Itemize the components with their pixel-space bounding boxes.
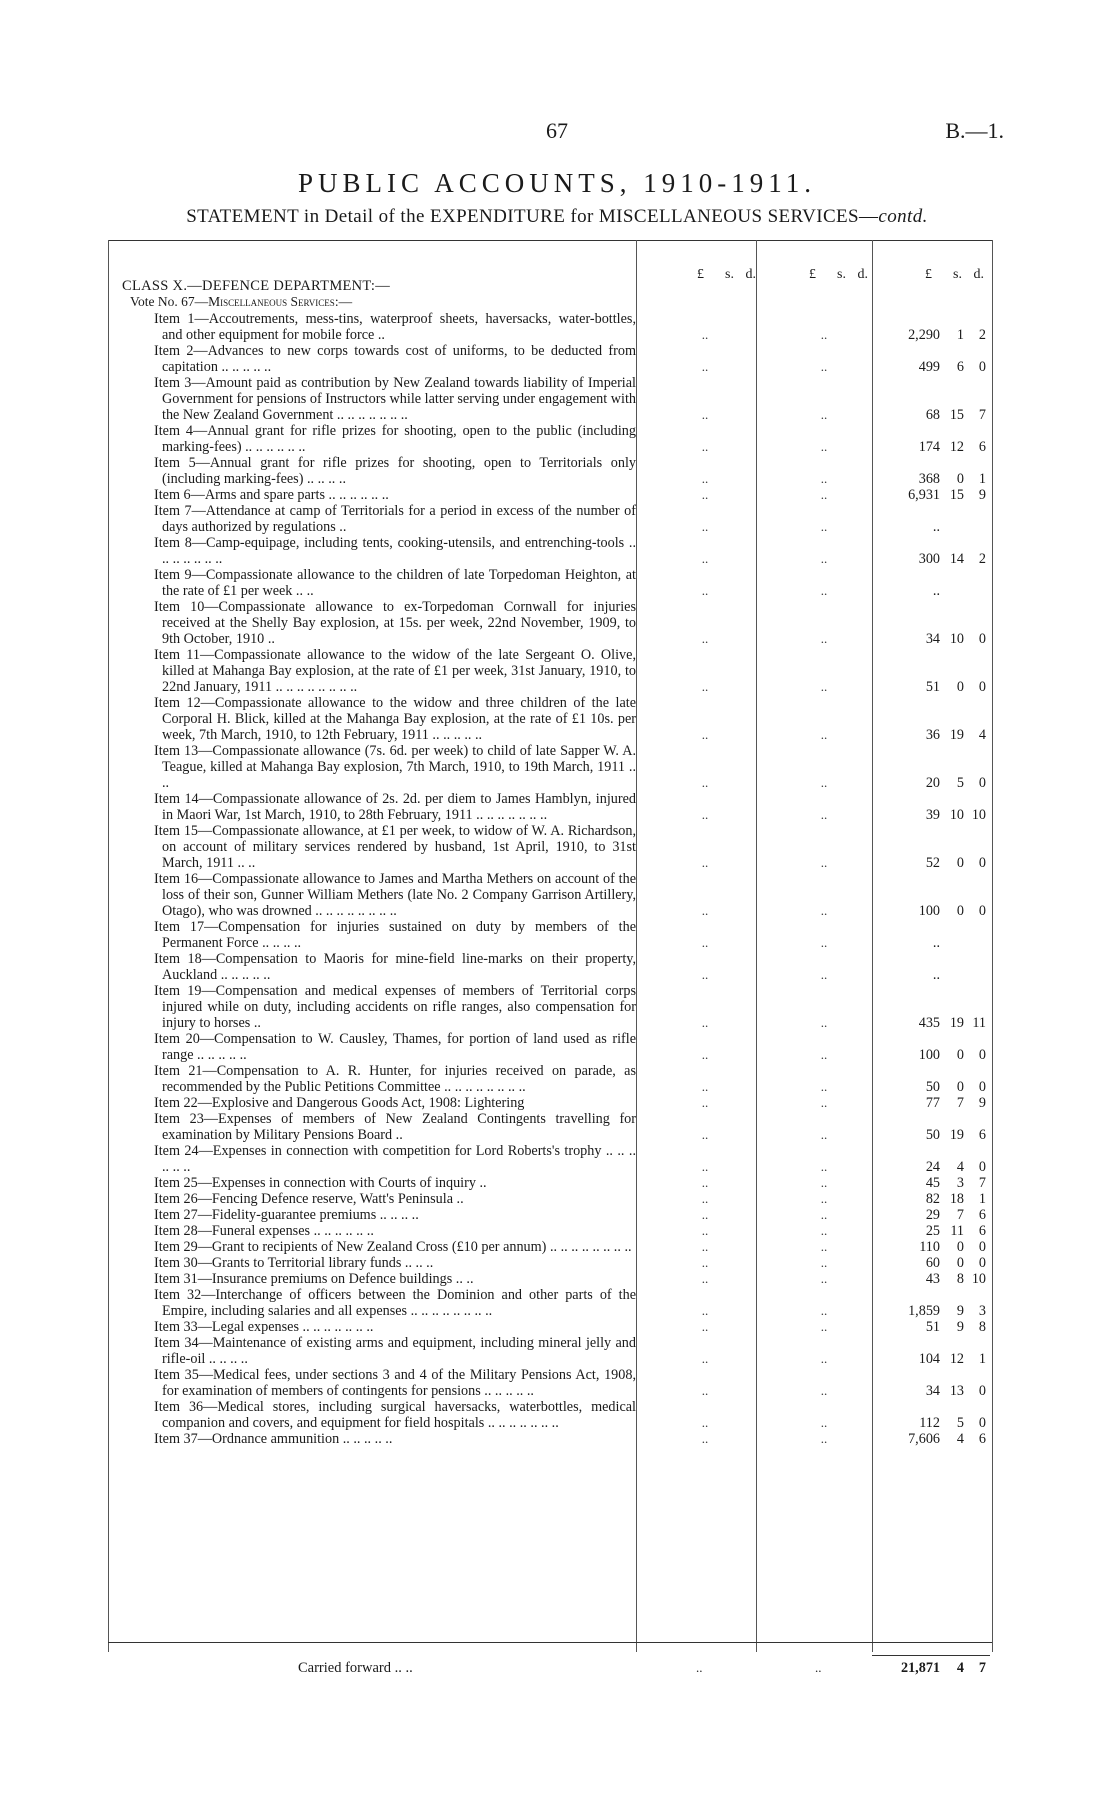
total-rule [872,1655,990,1656]
col1-dots: .. [701,1271,709,1286]
amount-pounds: 100 [918,903,940,919]
amount-pence: 7 [978,407,986,423]
amount-pence: 9 [978,1095,986,1111]
amount-shillings: 0 [956,855,964,871]
amount-pounds: 45 [925,1175,940,1191]
table-row [108,1095,992,1111]
col2-dots: .. [820,1319,828,1334]
col2-dots: .. [820,775,828,790]
item-description: Item 27—Fidelity-guarantee premiums .. .. .. .. [154,1207,419,1223]
item-description: Item 15—Compassionate allowance, at £1 per week, to widow of W. A. Richardson, on account of military services rendered by husband, 1st April, 1910, to 31st March, 1911 .. .. [154,823,636,871]
col1-dots: .. [701,359,709,374]
item-description: Item 29—Grant to recipients of New Zealand Cross (£10 per annum) .. .. .. .. .. .. .. .. [154,1239,632,1255]
amount-shillings: 0 [956,1079,964,1095]
col2-dots: .. [820,631,828,646]
item-description: Item 13—Compassionate allowance (7s. 6d. per week) to child of late Sapper W. A. Teague, killed at Mahanga Bay explosion, 7th March, 1910, to 19th March, 1911 .. .. [154,743,636,791]
amount-pence: 0 [978,1047,986,1063]
amount-pence: 0 [978,679,986,695]
amount-pence: 8 [978,1319,986,1335]
col2-dots: .. [820,1175,828,1190]
table-row [108,1031,992,1063]
col2-dots: .. [820,1415,828,1430]
col2-dots: .. [820,1079,828,1094]
amount-pounds: 43 [925,1271,940,1287]
amount-pence: 0 [978,359,986,375]
item-description: Item 1—Accoutrements, mess-tins, waterproof sheets, haversacks, water-bottles, and other equipment for mobile force .. [154,311,636,343]
col2-dots: .. [820,855,828,870]
table-row [108,871,992,919]
amount-pounds: 77 [925,1095,940,1111]
amount-pounds: 104 [918,1351,940,1367]
subtitle-text: STATEMENT in Detail of the EXPENDITURE for MISCELLANEOUS SERVICES— [186,206,879,227]
amount-shillings: 5 [956,1415,964,1431]
amount-pounds: 68 [925,407,940,423]
item-description: Item 28—Funeral expenses .. .. .. .. .. .. [154,1223,374,1239]
amount-shillings: 13 [949,1383,964,1399]
amount-pounds: 300 [918,551,940,567]
col2-dots: .. [820,1255,828,1270]
col1-dots: .. [701,1415,709,1430]
amount-pounds: 435 [918,1015,940,1031]
amount-pence: 6 [978,1127,986,1143]
amount-pounds: 82 [925,1191,940,1207]
amount-pence: 1 [978,1191,986,1207]
amount-pounds: 50 [925,1079,940,1095]
carried-forward-shillings: 4 [956,1660,964,1676]
amount-pence: 6 [978,1223,986,1239]
col2-pounds: £ [809,267,816,282]
table-row [108,1271,992,1287]
amount-shillings: 4 [956,1431,964,1447]
col2-dots: .. [820,1223,828,1238]
amount-pence: 0 [978,1159,986,1175]
col1-dots: .. [701,583,709,598]
col1-dots: .. [701,1159,709,1174]
page-number: 67 [546,118,568,143]
table-row [108,1431,992,1447]
col1-dots: .. [701,679,709,694]
col1-dots: .. [701,519,709,534]
amount-pounds: 499 [918,359,940,375]
col1-shillings: s. [725,267,734,282]
amount-pence: 4 [978,727,986,743]
amount-shillings: 0 [956,1047,964,1063]
table-row [108,1255,992,1271]
amount-shillings: 7 [956,1207,964,1223]
amount-shillings: 0 [956,1255,964,1271]
col2-pence: d. [857,267,868,282]
item-description: Item 32—Interchange of officers between the Dominion and other parts of the Empire, including salaries and all expenses .. .. .. .. .. .. .. .. [154,1287,636,1319]
amount-pounds: 51 [925,679,940,695]
amount-pence: 2 [978,551,986,567]
col3-shillings: s. [953,267,962,282]
col1-dots: .. [701,631,709,646]
col1-dots: .. [701,1095,709,1110]
col2-dots: .. [820,967,828,982]
col1-dots: .. [701,1351,709,1366]
col2-dots: .. [820,679,828,694]
document-reference: B.—1. [945,118,1004,143]
table-row [108,919,992,951]
item-description: Item 7—Attendance at camp of Territorials for a period in excess of the number of days authorized by regulations .. [154,503,636,535]
amount-pounds: 1,859 [908,1303,940,1319]
col1-dots: .. [701,1303,709,1318]
amount-pounds: 112 [919,1415,940,1431]
amount-pounds: 34 [925,1383,940,1399]
col1-dots: .. [701,1207,709,1222]
item-description: Item 33—Legal expenses .. .. .. .. .. .. .. [154,1319,374,1335]
col1-dots: .. [701,775,709,790]
amount-pence: 0 [978,1383,986,1399]
col1-dots: .. [701,1431,709,1446]
amount-shillings: 5 [956,775,964,791]
carried-forward-dots-2: .. [815,1660,822,1675]
table-row [108,1063,992,1095]
amount-pence: 0 [978,1255,986,1271]
table-right-rule [992,240,993,1652]
table-row [108,1287,992,1319]
item-description: Item 34—Maintenance of existing arms and equipment, including mineral jelly and rifle-oil .. .. .. .. [154,1335,636,1367]
col1-dots: .. [701,1127,709,1142]
col1-dots: .. [701,1383,709,1398]
item-description: Item 22—Explosive and Dangerous Goods Act, 1908: Lightering [154,1095,525,1111]
col1-dots: .. [701,967,709,982]
item-description: Item 19—Compensation and medical expenses of members of Territorial corps injured while on duty, including accidents on rifle ranges, also compensation for injury to horses .. [154,983,636,1031]
col3-pounds: £ [925,267,932,282]
col1-dots: .. [701,1047,709,1062]
table-row [108,1367,992,1399]
table-row [108,375,992,423]
table-bottom-rule [108,1642,992,1643]
col1-pounds: £ [697,267,704,282]
amount-shillings: 18 [949,1191,964,1207]
col1-dots: .. [701,1319,709,1334]
item-description: Item 31—Insurance premiums on Defence buildings .. .. [154,1271,474,1287]
col1-pence: d. [745,267,756,282]
item-description: Item 6—Arms and spare parts .. .. .. .. .. .. [154,487,389,503]
col2-dots: .. [820,1383,828,1398]
amount-shillings: 19 [949,1127,964,1143]
item-description: Item 23—Expenses of members of New Zealand Contingents travelling for examination by Military Pensions Board .. [154,1111,636,1143]
table-row [108,983,992,1031]
amount-shillings: 7 [956,1095,964,1111]
amount-pounds: 51 [925,1319,940,1335]
amount-pounds: 29 [925,1207,940,1223]
amount-pence: 0 [978,1079,986,1095]
amount-shillings: 12 [949,1351,964,1367]
page-title: PUBLIC ACCOUNTS, 1910-1911. [297,168,817,198]
amount-shillings: 1 [956,327,964,343]
item-description: Item 2—Advances to new corps towards cost of uniforms, to be deducted from capitation .. .. .. .. .. [154,343,636,375]
col2-dots: .. [820,1047,828,1062]
col2-dots: .. [820,1127,828,1142]
table-row [108,1335,992,1367]
item-description: Item 3—Amount paid as contribution by New Zealand towards liability of Imperial Government for pensions of Instructors while latter serving under engagement with the New Zealand Government .. .. .. .. .. .. .. [154,375,636,423]
item-description: Item 16—Compassionate allowance to James and Martha Methers on account of the loss of their son, Gunner William Methers (late No. 2 Company Garrison Artillery, Otago), who was drowned .. .. .. .. .. .. .. .. [154,871,636,919]
table-row [108,1223,992,1239]
amount-pounds: 36 [925,727,940,743]
item-description: Item 12—Compassionate allowance to the widow and three children of the late Corporal H. Blick, killed at the Mahanga Bay explosion, at the rate of £1 10s. per week, 7th March, 1910, to 12th February, 1911 .. .. .. .. .. [154,695,636,743]
table-row [108,695,992,743]
amount-pence: 1 [978,1351,986,1367]
table-row [108,743,992,791]
col2-dots: .. [820,935,828,950]
amount-pounds: 6,931 [908,487,940,503]
col2-dots: .. [820,727,828,742]
vote-number: Vote No. 67— [130,294,209,309]
amount-pounds: 20 [925,775,940,791]
col2-dots: .. [820,359,828,374]
col2-dots: .. [820,327,828,342]
amount-shillings: 0 [956,471,964,487]
amount-pounds: .. [932,583,940,599]
carried-forward-label: Carried forward .. .. [298,1660,413,1676]
table-row [108,1143,992,1175]
amount-shillings: 10 [949,631,964,647]
table-row [108,503,992,535]
amount-pounds: 25 [925,1223,940,1239]
col2-dots: .. [820,1351,828,1366]
carried-forward-pence: 7 [978,1660,986,1676]
col2-dots: .. [820,1191,828,1206]
col1-dots: .. [701,1079,709,1094]
amount-pounds: 174 [918,439,940,455]
amount-pounds: .. [932,967,940,983]
item-description: Item 35—Medical fees, under sections 3 and 4 of the Military Pensions Act, 1908, for examination of members of contingents for pensions .. .. .. .. .. [154,1367,636,1399]
page-subtitle [0,206,1114,228]
col3-pence: d. [973,267,984,282]
col2-dots: .. [820,1271,828,1286]
col2-dots: .. [820,903,828,918]
class-heading: CLASS X.—DEFENCE DEPARTMENT:— [122,278,391,294]
amount-pounds: .. [932,935,940,951]
table-row [108,455,992,487]
amount-pence: 1 [978,471,986,487]
amount-pounds: 34 [925,631,940,647]
item-description: Item 11—Compassionate allowance to the widow of the late Sergeant O. Olive, killed at Mahanga Bay explosion, at the rate of £1 per week, 31st January, 1910, to 22nd January, 1911 .. .. .. .. .. .. .. .. [154,647,636,695]
amount-shillings: 12 [949,439,964,455]
amount-shillings: 9 [956,1319,964,1335]
amount-shillings: 4 [956,1159,964,1175]
table-row [108,647,992,695]
item-description: Item 9—Compassionate allowance to the children of late Torpedoman Heighton, at the rate of £1 per week .. .. [154,567,636,599]
amount-pence: 10 [971,1271,986,1287]
table-row [108,311,992,343]
col1-dots: .. [701,1223,709,1238]
table-row [108,1399,992,1431]
col1-dots: .. [701,1255,709,1270]
table-row [108,1111,992,1143]
table-row [108,423,992,455]
subtitle-contd: contd. [878,206,928,227]
amount-pence: 2 [978,327,986,343]
amount-pence: 0 [978,775,986,791]
item-description: Item 30—Grants to Territorial library funds .. .. .. [154,1255,434,1271]
amount-pence: 6 [978,439,986,455]
col2-dots: .. [820,1239,828,1254]
amount-shillings: 8 [956,1271,964,1287]
amount-pounds: 110 [919,1239,940,1255]
amount-pence: 9 [978,487,986,503]
carried-forward-row [108,1660,992,1682]
table-row [108,791,992,823]
col1-dots: .. [701,727,709,742]
item-description: Item 36—Medical stores, including surgical haversacks, waterbottles, medical companion and covers, and equipment for field hospitals .. .. .. .. .. .. .. [154,1399,636,1431]
amount-shillings: 11 [950,1223,964,1239]
col2-shillings: s. [837,267,846,282]
col2-dots: .. [820,1431,828,1446]
amount-pence: 10 [971,807,986,823]
amount-pounds: 50 [925,1127,940,1143]
col2-dots: .. [820,583,828,598]
item-description: Item 18—Compensation to Maoris for mine-field line-marks on their property, Auckland .. .. .. .. .. [154,951,636,983]
col1-dots: .. [701,407,709,422]
table-row [108,1175,992,1191]
table-row [108,343,992,375]
col1-dots: .. [701,1239,709,1254]
amount-pence: 11 [972,1015,986,1031]
col2-dots: .. [820,1303,828,1318]
table-row [108,535,992,567]
table-row [108,567,992,599]
col2-dots: .. [820,1159,828,1174]
amount-shillings: 19 [949,1015,964,1031]
item-description: Item 25—Expenses in connection with Courts of inquiry .. [154,1175,487,1191]
item-description: Item 8—Camp-equipage, including tents, cooking-utensils, and entrenching-tools .. .. .. .. .. .. .. [154,535,636,567]
amount-shillings: 0 [956,1239,964,1255]
amount-shillings: 3 [956,1175,964,1191]
table-row [108,951,992,983]
col1-dots: .. [701,487,709,502]
amount-pounds: 2,290 [908,327,940,343]
item-list [108,311,992,1447]
amount-pence: 6 [978,1431,986,1447]
vote-heading [130,294,352,310]
col1-dots: .. [701,1191,709,1206]
item-description: Item 14—Compassionate allowance of 2s. 2d. per diem to James Hamblyn, injured in Maori War, 1st March, 1910, to 28th February, 1911 .. .. .. .. .. .. .. [154,791,636,823]
table-row [108,1191,992,1207]
carried-forward-dots-1: .. [696,1660,703,1675]
vote-suffix: :— [334,294,353,309]
col1-dots: .. [701,1015,709,1030]
item-description: Item 21—Compensation to A. R. Hunter, for injuries received on parade, as recommended by the Public Petitions Committee .. .. .. .. .. .. .. .. [154,1063,636,1095]
table-row [108,823,992,871]
amount-pence: 0 [978,855,986,871]
col1-dots: .. [701,903,709,918]
col1-dots: .. [701,471,709,486]
item-description: Item 4—Annual grant for rifle prizes for shooting, open to the public (including marking-fees) .. .. .. .. .. .. [154,423,636,455]
amount-pence: 0 [978,903,986,919]
amount-pence: 0 [978,1239,986,1255]
col1-dots: .. [701,551,709,566]
amount-pounds: 60 [925,1255,940,1271]
col1-dots: .. [701,1175,709,1190]
amount-shillings: 15 [949,407,964,423]
col2-dots: .. [820,551,828,566]
col2-dots: .. [820,1015,828,1030]
col2-dots: .. [820,519,828,534]
amount-shillings: 14 [949,551,964,567]
col1-dots: .. [701,855,709,870]
table-row [108,1319,992,1335]
amount-pounds: 7,606 [908,1431,940,1447]
col2-dots: .. [820,439,828,454]
table-row [108,599,992,647]
col1-dots: .. [701,807,709,822]
table-row [108,487,992,503]
col1-dots: .. [701,439,709,454]
vote-title: Miscellaneous Services [208,294,335,309]
item-description: Item 10—Compassionate allowance to ex-Torpedoman Cornwall for injuries received at the Shelly Bay explosion, at 15s. per week, 22nd November, 1909, to 9th October, 1910 .. [154,599,636,647]
col2-dots: .. [820,471,828,486]
item-description: Item 26—Fencing Defence reserve, Watt's Peninsula .. [154,1191,464,1207]
amount-pounds: .. [932,519,940,535]
amount-pence: 6 [978,1207,986,1223]
col2-dots: .. [820,1095,828,1110]
col2-dots: .. [820,487,828,502]
table-row [108,1239,992,1255]
item-description: Item 37—Ordnance ammunition .. .. .. .. .. [154,1431,393,1447]
amount-pence: 0 [978,631,986,647]
amount-shillings: 0 [956,903,964,919]
amount-shillings: 6 [956,359,964,375]
amount-shillings: 0 [956,679,964,695]
amount-shillings: 9 [956,1303,964,1319]
expenditure-table [108,240,992,1652]
col2-dots: .. [820,407,828,422]
amount-pence: 7 [978,1175,986,1191]
item-description: Item 5—Annual grant for rifle prizes for shooting, open to Territorials only (including marking-fees) .. .. .. .. [154,455,636,487]
col2-dots: .. [820,1207,828,1222]
item-description: Item 24—Expenses in connection with competition for Lord Roberts's trophy .. .. .. .. .. .. [154,1143,636,1175]
table-row [108,1207,992,1223]
amount-pounds: 100 [918,1047,940,1063]
amount-pence: 0 [978,1415,986,1431]
col1-dots: .. [701,935,709,950]
amount-pounds: 52 [925,855,940,871]
carried-forward-pounds: 21,871 [900,1660,940,1676]
amount-shillings: 10 [949,807,964,823]
amount-pounds: 24 [925,1159,940,1175]
col1-dots: .. [701,327,709,342]
amount-pounds: 368 [918,471,940,487]
amount-shillings: 19 [949,727,964,743]
amount-shillings: 15 [949,487,964,503]
amount-pence: 3 [978,1303,986,1319]
amount-pounds: 39 [925,807,940,823]
col2-dots: .. [820,807,828,822]
item-description: Item 17—Compensation for injuries sustained on duty by members of the Permanent Force .. .. .. .. [154,919,636,951]
item-description: Item 20—Compensation to W. Causley, Thames, for portion of land used as rifle range .. .. .. .. .. [154,1031,636,1063]
table-top-rule [108,240,992,241]
